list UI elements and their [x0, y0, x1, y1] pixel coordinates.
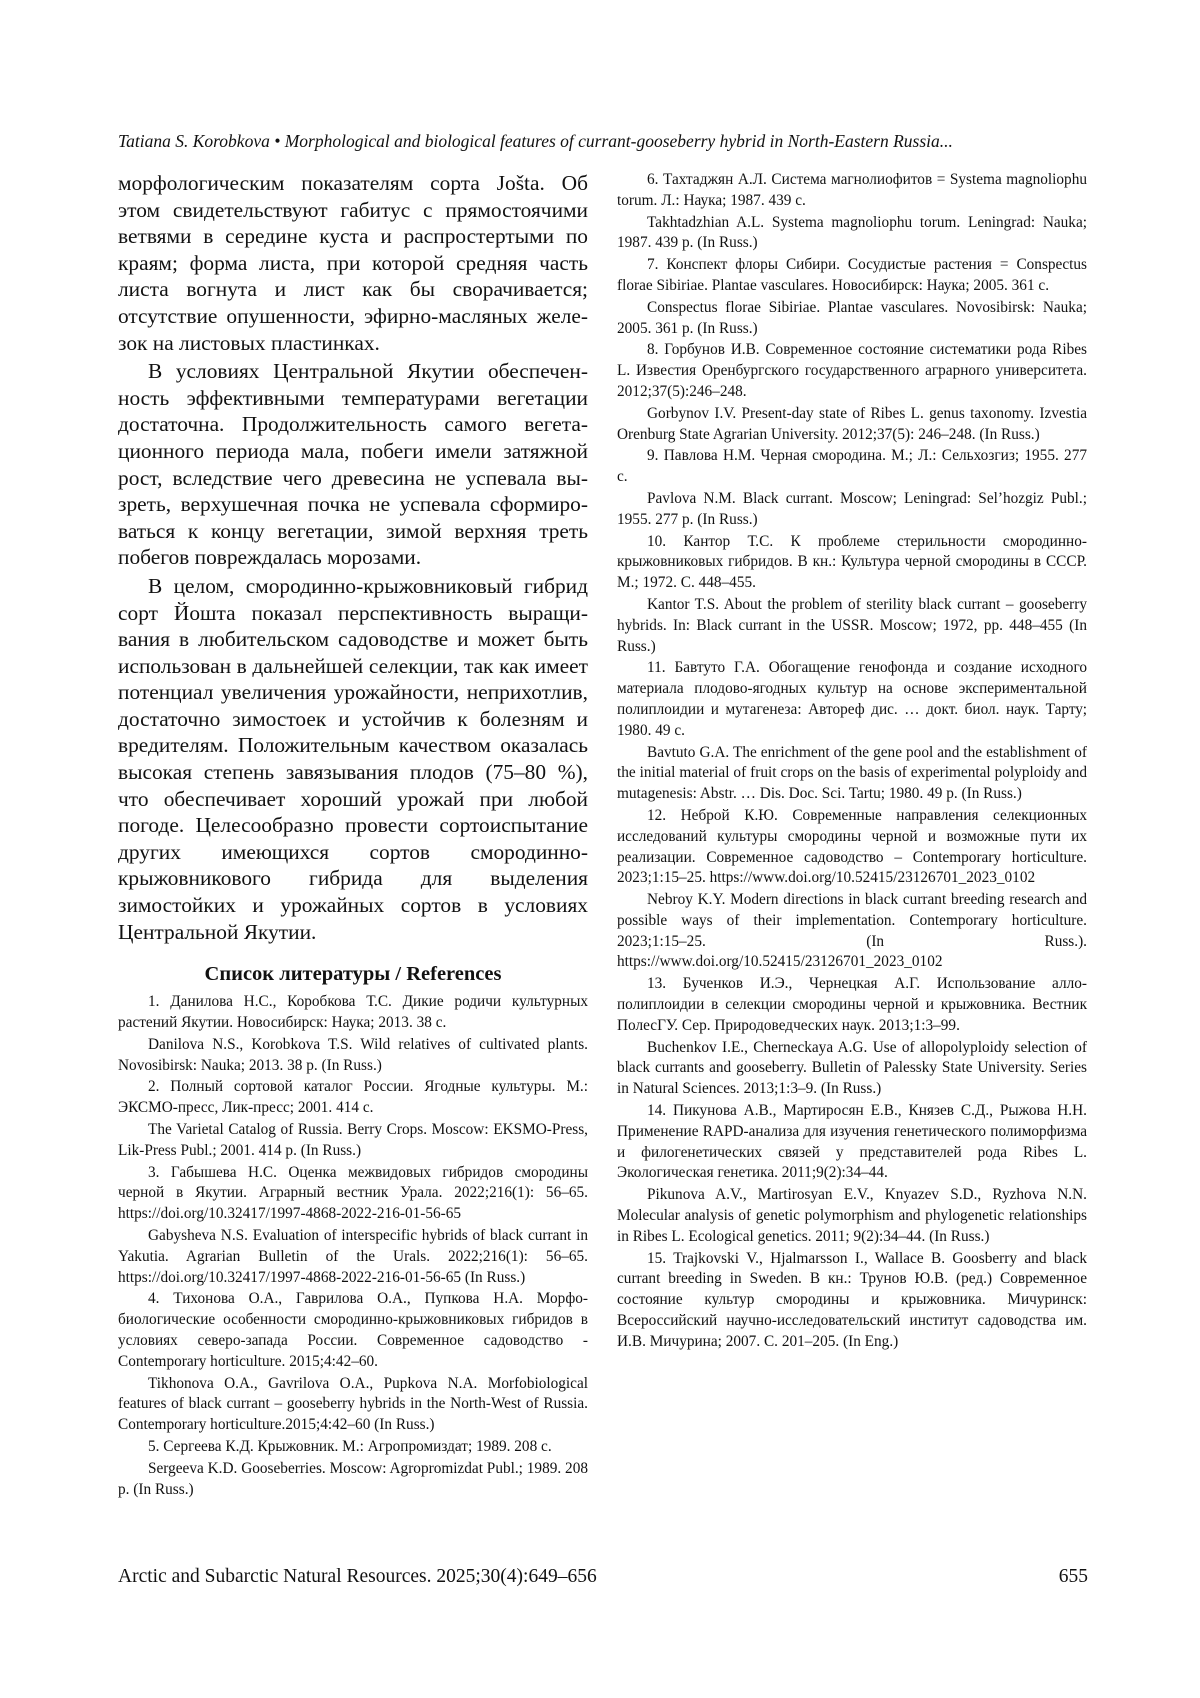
reference-entry: 15. Trajkovski V., Hjalmarsson I., Wallace B. Goosberry and black currant breeding in Sweden. В кн.: Трунов Ю.В. (ред.) Современное состояние культур смородины и крыжовника. Мичуринск: Всероссийский научно-исследовательский институт садоводства им. И.В. Мичурина; 2007. С. 201–205. (In Eng.) [617, 1249, 1087, 1350]
journal-citation: Arctic and Subarctic Natural Resources. 2025;30(4):649–656 [118, 1566, 597, 1587]
right-column [617, 170, 1087, 1354]
reference-entry: 13. Бученков И.Э., Чернецкая А.Г. Использование аллополиплоидии в селекции смородины черной и крыжовника. Вестник ПолесГУ. Сер. Природоведческих наук. 2013;1:3–99. [617, 975, 1087, 1034]
body-paragraph: морфологическим показателям сорта Jošta. Об этом свидетельствуют габитус с прямостоячими ветвями в середине куста и распростертыми по краям; форма листа, при которой средняя часть листа вогнута и лист как бы сворачивается; отсутствие опушенности, эфирно-масляных железок на листовых пластинках. [118, 171, 588, 355]
reference-entry: The Varietal Catalog of Russia. Berry Crops. Moscow: EKSMO-Press, Lik-Press Publ.; 2001. 414 p. (In Russ.) [118, 1121, 588, 1159]
reference-entry: Pikunova A.V., Martirosyan E.V., Knyazev S.D., Ryzhova N.N. Molecular analysis of genetic polymorphism and phylogenetic relationships in Ribes L. Ecological genetics. 2011; 9(2):34–44. (In Russ.) [617, 1186, 1087, 1245]
reference-entry: Pavlova N.M. Black currant. Moscow; Leningrad: Sel’hozgiz Publ.; 1955. 277 p. (In Russ.) [617, 489, 1087, 528]
reference-entry: Gorbynov I.V. Present-day state of Ribes L. genus taxonomy. Izvestia Orenburg State Agrarian University. 2012;37(5): 246–248. (In Russ.) [617, 404, 1087, 443]
reference-entry: Bavtuto G.A. The enrichment of the gene pool and the establishment of the initial material of fruit crops on the basis of experimental polyploidy and mutagenesis: Abstr. … Dis. Doc. Sci. Tartu; 1980. 49 p. (In Russ.) [617, 743, 1087, 803]
reference-entry: 12. Неброй К.Ю. Современные направления селекционных исследований культуры смородины черной и возможные пути их реализации. Современное садоводство – Contemporary horticulture. 2023;1:15–25. https://www.doi.org/10.52415/23126701_2023_0102 [617, 806, 1087, 887]
reference-entry: 4. Тихонова О.А., Гаврилова О.А., Пупкова Н.А. Морфобиологические особенности смородинно-крыжовниковых гибридов в условиях северо-запада России. Современное садоводство - Contemporary horticulture. 2015;4:42–60. [118, 1290, 588, 1370]
reference-entry: Gabysheva N.S. Evaluation of interspecific hybrids of black currant in Yakutia. Agrarian Bulletin of the Urals. 2022;216(1): 56–65. https://doi.org/10.32417/1997-4868-2022-216-01-56-65 (In Russ.) [118, 1226, 588, 1286]
reference-entry: Buchenkov I.E., Cherneckaya A.G. Use of allopolyploidy selection of black currants and gooseberry. Bulletin of Palessky State University. Series in Natural Sciences. 2013;1:3–9. (In Russ.) [617, 1038, 1087, 1098]
reference-entry: Takhtadzhian A.L. Systema magnoliophu torum. Leningrad: Nauka; 1987. 439 p. (In Russ.) [617, 213, 1087, 252]
reference-entry: 7. Конспект флоры Сибири. Сосудистые растения = Conspectus florae Sibiriae. Plantae vasculares. Новосибирск: Наука; 2005. 361 с. [617, 256, 1087, 294]
reference-entry: 9. Павлова Н.М. Черная смородина. М.; Л.: Сельхозгиз; 1955. 277 с. [617, 447, 1087, 486]
reference-entry: 5. Сергеева К.Д. Крыжовник. М.: Агропромиздат; 1989. 208 с. [148, 1437, 552, 1455]
reference-entry: Sergeeva K.D. Gooseberries. Moscow: Agropromizdat Publ.; 1989. 208 p. (In Russ.) [118, 1459, 588, 1498]
reference-entry: Tikhonova O.A., Gavrilova O.A., Pupkova N.A. Morfobiological features of black currant – gooseberry hybrids in the North-West of Russia. Contemporary horticulture.2015;4:42–60 (In Russ.) [118, 1374, 588, 1434]
left-column [118, 170, 588, 1501]
reference-entry: 10. Кантор Т.С. К проблеме стерильности смородинно-крыжовниковых гибридов. В кн.: Культура черной смородины в СССР. М.; 1972. С. 448–455. [617, 532, 1087, 592]
reference-entry: 14. Пикунова А.В., Мартиросян Е.В., Князев С.Д., Рыжова Н.Н. Применение RAPD-анализа для изучения генетического полиморфизма и филогенетических связей у представителей рода Ribes L. Экологическая генетика. 2011;9(2):34–44. [617, 1102, 1087, 1182]
reference-entry: 3. Габышева Н.С. Оценка межвидовых гибридов смородины черной в Якутии. Аграрный вестник Урала. 2022;216(1): 56–65. https://doi.org/10.32417/1997-4868-2022-216-01-56-65 [118, 1163, 588, 1223]
running-header: Tatiana S. Korobkova • Morphological and biological features of currant-gooseberry hybrid in North-Eastern Russia... [118, 131, 953, 151]
references-title: Список литературы / References [204, 963, 502, 986]
reference-entry: 6. Тахтаджян А.Л. Система магнолиофитов = Systema magnoliophu torum. Л.: Наука; 1987. 439 с. [617, 171, 1087, 209]
reference-entry: 8. Горбунов И.В. Современное состояние систематики рода Ribes L. Известия Оренбургского государственного аграрного университета. 2012;37(5):246–248. [617, 341, 1087, 400]
page-number: 655 [1058, 1566, 1088, 1587]
reference-entry: Conspectus florae Sibiriae. Plantae vasculares. Novosibirsk: Nauka; 2005. 361 p. (In Russ.) [617, 298, 1087, 337]
reference-entry: 2. Полный сортовой каталог России. Ягодные культуры. М.: ЭКСМО-пресс, Лик-пресс; 2001. 414 с. [118, 1078, 588, 1117]
reference-entry: 1. Данилова Н.С., Коробкова Т.С. Дикие родичи культурных растений Якутии. Новосибирск: Наука; 2013. 38 с. [118, 993, 588, 1032]
reference-entry: 11. Бавтуто Г.А. Обогащение генофонда и создание исходного материала плодово-ягодных культур на основе экспериментальной полиплоидии и мутагенеза: Автореф дис. … докт. биол. наук. Тарту; 1980. 49 с. [617, 659, 1087, 739]
reference-entry: Danilova N.S., Korobkova T.S. Wild relatives of cultivated plants. Novosibirsk: Nauka; 2013. 38 p. (In Russ.) [118, 1035, 588, 1074]
reference-entry: Kantor T.S. About the problem of sterility black currant – gooseberry hybrids. In: Black currant in the USSR. Moscow; 1972, pp. 448–455 (In Russ.) [617, 595, 1087, 655]
body-paragraph: В условиях Центральной Якутии обеспеченность эффективными температурами вегетации достаточна. Продолжительность самого вегетационного периода мала, побеги имели затяжной рост, вследствие чего древесина не успевала вызреть, верхушечная почка не успевала сформироваться к концу вегетации, зимой верхняя треть побегов повреждалась морозами. [118, 359, 588, 570]
reference-entry: Nebroy K.Y. Modern directions in black currant breeding research and possible ways of their implementation. Contemporary horticulture. 2023;1:15–25. (In Russ.). https://www.doi.org/10.52415/23126701_2023_0102 [617, 891, 1087, 971]
body-paragraph: В целом, смородинно-крыжовниковый гибрид сорт Йошта показал перспективность выращивания в любительском садоводстве и может быть использован в дальнейшей селекции, так как имеет потенциал увеличения урожайности, неприхотлив, достаточно зимостоек и устойчив к болезням и вредителям. Положительным качеством оказалась высокая степень завязывания плодов (75–80 %), что обеспечивает хороший урожай при любой погоде. Целесообразно провести сортоиспытание других имеющихся сортов смородинно-крыжовникового гибрида для выделения зимостойких и урожайных сортов в условиях Центральной Якутии. [118, 573, 588, 944]
